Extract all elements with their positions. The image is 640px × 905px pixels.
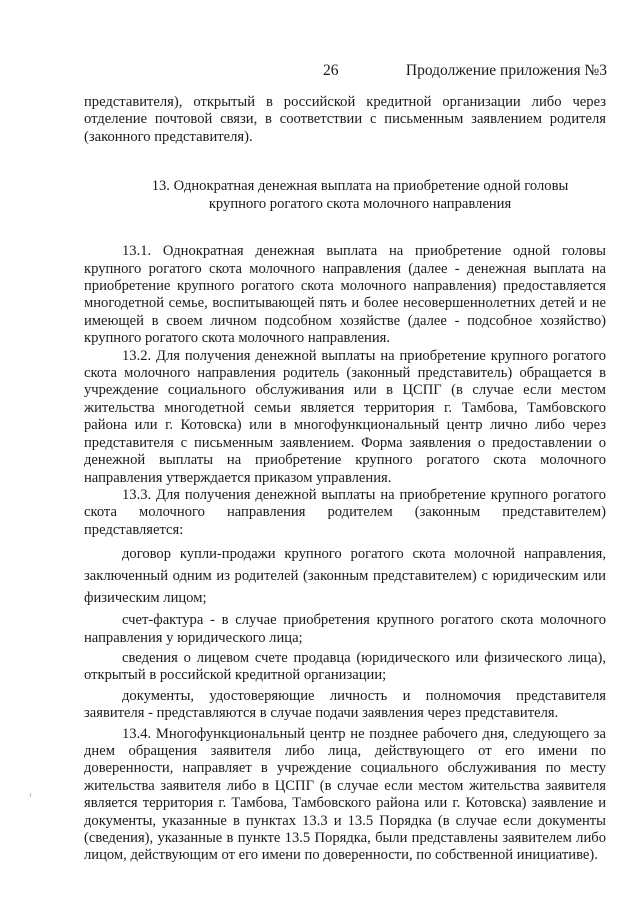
intro-paragraph: представителя), открытый в российской кредитной организации либо через отделение почтовой связи, в соответствии с письменным заявлением родителя (законного представителя).: [84, 94, 606, 145]
section-13-title: [84, 177, 606, 213]
list-item-contract: договор купли-продажи крупного рогатого скота молочной направления, заключенный одним из родителей (законным представителем) с юридическим или физическим лицом;: [84, 546, 606, 607]
paragraph-13-2: 13.2. Для получения денежной выплаты на приобретение крупного рогатого скота молочного направления родитель (законный представитель) обращается в учреждение социального обслуживания или в ЦСПГ (в случае если местом жительства многодетной семьи является территория г. Тамбова, Тамбовского района или г. Котовска) или в многофункциональный центр лично либо через представителя с письменным заявлением. Форма заявления о предоставлении о денежной выплаты на приобретение крупного рогатого скота молочного направления утверждается приказом управления.: [84, 347, 606, 486]
scan-artifact: [30, 793, 31, 797]
paragraph-13-4: 13.4. Многофункциональный центр не позднее рабочего дня, следующего за днем обращения заявителя либо лица, действующего от его имени по доверенности, направляет в учреждение социального обслуживания по месту жительства заявителя либо в ЦСПГ (в случае если местом жительства заявителя является территория г. Тамбова, Тамбовского района или г. Котовска) заявление и документы, указанные в пунктах 13.3 и 13.5 Порядка (в случае если документы (сведения), указанные в пункте 13.5 Порядка, были представлены заявителем либо лицом, действующим от его имени по доверенности, по собственной инициативе).: [84, 725, 606, 864]
document-body: [84, 94, 606, 865]
list-item-invoice: счет-фактура - в случае приобретения крупного рогатого скота молочного направления у юридического лица;: [84, 612, 606, 646]
page-number: 26: [323, 62, 339, 79]
section-title-line-2: крупного рогатого скота молочного направления: [208, 196, 512, 213]
appendix-continuation-note: Продолжение приложения №3: [405, 62, 607, 79]
list-item-identity-documents: документы, удостоверяющие личность и полномочия представителя заявителя - представляются в случае подачи заявления через представителя.: [84, 687, 606, 722]
paragraph-13-3: 13.3. Для получения денежной выплаты на приобретение крупного рогатого скота молочного направления родителем (законным представителем) представляется:: [84, 486, 606, 538]
page-header: [0, 62, 640, 82]
list-item-seller-account: сведения о лицевом счете продавца (юридического или физического лица), открытый в российской кредитной организации;: [84, 649, 606, 684]
section-title-line-1: 13. Однократная денежная выплата на приобретение одной головы: [151, 178, 569, 195]
paragraph-13-1: 13.1. Однократная денежная выплата на приобретение одной головы крупного рогатого скота молочного направления (далее - денежная выплата на приобретение крупного рогатого скота молочного направления) предоставляется многодетной семье, воспитывающей пять и более несовершеннолетних детей и не имеющей в своем личном подсобном хозяйстве (далее - подсобное хозяйство) крупного рогатого скота молочного направления.: [84, 243, 606, 347]
